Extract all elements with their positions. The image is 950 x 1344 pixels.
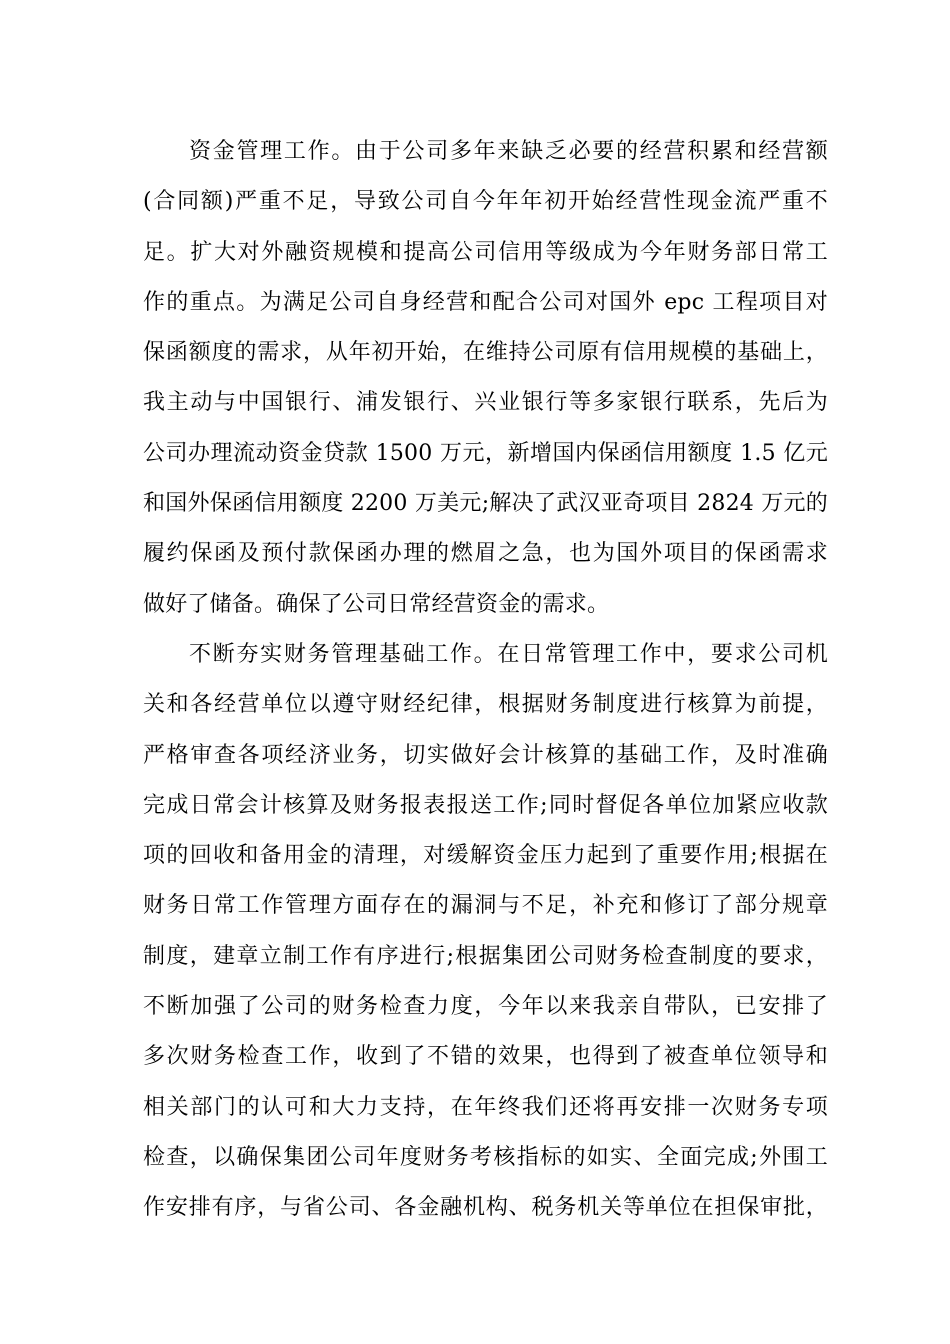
- text-line: (合同额)严重不足，导致公司自今年年初开始经营性现金流严重不: [143, 189, 828, 215]
- paragraph-financial-basics: [143, 630, 828, 1234]
- text-line: 保函额度的需求，从年初开始，在维持公司原有信用规模的基础上，: [143, 340, 828, 366]
- text-line: 不断夯实财务管理基础工作。在日常管理工作中，要求公司机: [189, 641, 828, 667]
- text-line: 项的回收和备用金的清理，对缓解资金压力起到了重要作用;根据在: [143, 843, 828, 869]
- text-line: 财务日常工作管理方面存在的漏洞与不足，补充和修订了部分规章: [143, 893, 828, 919]
- text-line: 相关部门的认可和大力支持，在年终我们还将再安排一次财务专项: [143, 1094, 828, 1120]
- text-line: 资金管理工作。由于公司多年来缺乏必要的经营积累和经营额: [189, 139, 828, 164]
- text-line: 做好了储备。确保了公司日常经营资金的需求。: [143, 591, 610, 617]
- text-line: 我主动与中国银行、浦发银行、兴业银行等多家银行联系，先后为: [143, 390, 828, 416]
- paragraph-fund-management: [143, 127, 828, 630]
- text-line: 严格审查各项经济业务，切实做好会计核算的基础工作，及时准确: [143, 742, 828, 768]
- text-line: 完成日常会计核算及财务报表报送工作;同时督促各单位加紧应收款: [143, 792, 828, 818]
- text-line: 制度，建章立制工作有序进行;根据集团公司财务检查制度的要求，: [143, 943, 828, 969]
- text-line: 作的重点。为满足公司自身经营和配合公司对国外 epc 工程项目对: [143, 289, 828, 315]
- text-line: 足。扩大对外融资规模和提高公司信用等级成为今年财务部日常工: [143, 239, 828, 265]
- text-line: 和国外保函信用额度 2200 万美元;解决了武汉亚奇项目 2824 万元的: [143, 491, 828, 517]
- text-line: 履约保函及预付款保函办理的燃眉之急，也为国外项目的保函需求: [143, 541, 828, 567]
- text-line: 多次财务检查工作，收到了不错的效果，也得到了被查单位领导和: [143, 1044, 828, 1070]
- text-line: 关和各经营单位以遵守财经纪律，根据财务制度进行核算为前提，: [143, 692, 828, 718]
- text-line: 公司办理流动资金贷款 1500 万元，新增国内保函信用额度 1.5 亿元: [143, 440, 828, 466]
- text-line: 不断加强了公司的财务检查力度，今年以来我亲自带队，已安排了: [143, 994, 828, 1020]
- text-line: 检查，以确保集团公司年度财务考核指标的如实、全面完成;外围工: [143, 1144, 828, 1170]
- document-body: [143, 127, 828, 1234]
- text-line: 作安排有序，与省公司、各金融机构、税务机关等单位在担保审批，: [143, 1195, 828, 1221]
